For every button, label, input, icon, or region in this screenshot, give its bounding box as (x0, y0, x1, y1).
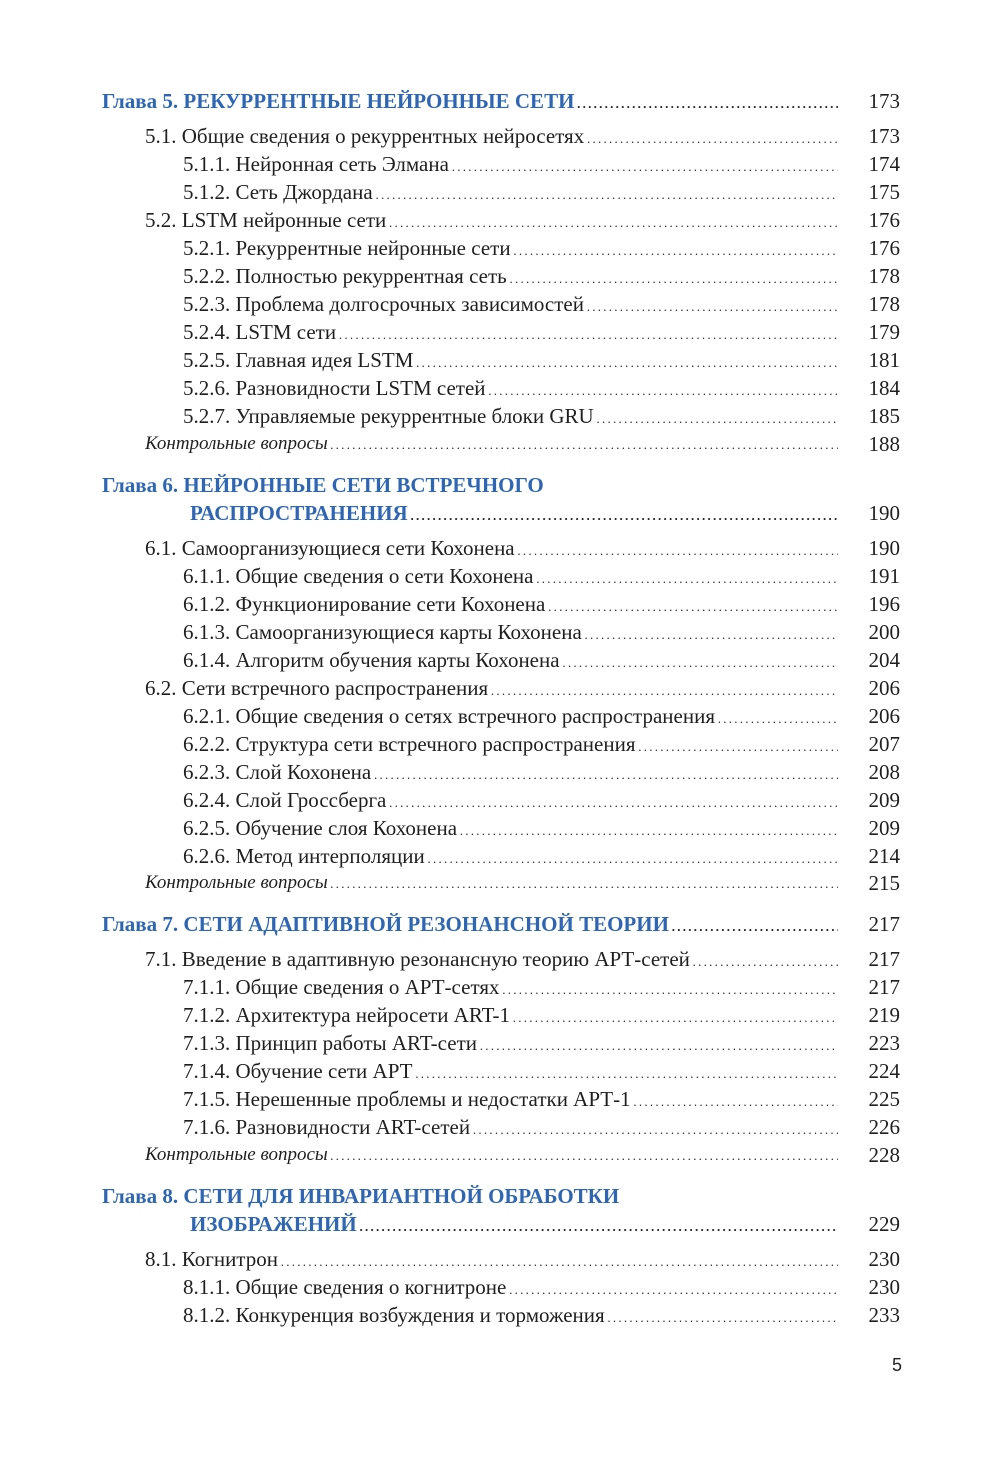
toc-entry-7-questions[interactable] (0, 1141, 1000, 1169)
toc-entry-label: 6.2.3. Слой Кохонена . . . (183, 758, 838, 786)
toc-entry-6-1-2[interactable] (0, 590, 1000, 618)
toc-entry-page: 225 (868, 1087, 900, 1111)
toc-entry-6-1[interactable] (0, 534, 1000, 562)
toc-entry-label: 6.1.2. Функционирование сети Кохонена . . . (183, 590, 838, 618)
toc-entry-page: 200 (868, 620, 900, 644)
toc-entry-page: 176 (868, 208, 900, 232)
toc-entry-6-2-6[interactable] (0, 842, 1000, 870)
toc-entry-label: 6.2.5. Обучение слоя Кохонена . . . (183, 814, 838, 842)
toc-entry-page: 196 (868, 592, 900, 616)
toc-entry-label: 6.1. Самоорганизующиеся сети Кохонена . . . (145, 534, 838, 562)
toc-entry-page: 233 (868, 1303, 900, 1327)
chapter-8-page: 229 (868, 1212, 900, 1236)
toc-entry-label: 5.2.4. LSTM сети . . . (183, 318, 838, 346)
toc-entry-6-2-5[interactable] (0, 814, 1000, 842)
toc-entry-page: 188 (868, 432, 900, 456)
chapter-6-title-line1: Глава 6. НЕЙРОННЫЕ СЕТИ ВСТРЕЧНОГО (102, 473, 544, 497)
page-number: 5 (891, 1355, 902, 1375)
toc-entry-6-2[interactable] (0, 674, 1000, 702)
toc-entry-7-1-4[interactable] (0, 1057, 1000, 1085)
toc-entry-8-1-2[interactable] (0, 1301, 1000, 1329)
toc-entry-label: Контрольные вопросы . . . (145, 869, 838, 897)
toc-chapter-7[interactable] (0, 910, 1000, 938)
toc-entry-page: 206 (868, 704, 900, 728)
toc-chapter-8[interactable] (0, 1210, 1000, 1238)
toc-entry-label: 6.1.3. Самоорганизующиеся карты Кохонена . . . (183, 618, 838, 646)
toc-entry-page: 181 (868, 348, 900, 372)
toc-entry-page: 176 (868, 236, 900, 260)
toc-entry-7-1-3[interactable] (0, 1029, 1000, 1057)
toc-entry-5-questions[interactable] (0, 430, 1000, 458)
toc-entry-6-1-4[interactable] (0, 646, 1000, 674)
chapter-5-page: 173 (868, 89, 900, 113)
chapter-7-page: 217 (868, 912, 900, 936)
toc-entry-label: Контрольные вопросы . . . (145, 1141, 838, 1169)
toc-entry-label: 5.2.5. Главная идея LSTM . . . (183, 346, 838, 374)
toc-entry-label: 6.2.2. Структура сети встречного распространения . . . (183, 730, 838, 758)
toc-entry-label: 7.1.1. Общие сведения о АРТ-сетях . . . (183, 973, 838, 1001)
toc-entry-label: 6.1.1. Общие сведения о сети Кохонена . . . (183, 562, 838, 590)
toc-entry-label: 5.2.7. Управляемые рекуррентные блоки GRU . . . (183, 402, 838, 430)
toc-entry-page: 230 (868, 1275, 900, 1299)
chapter-8-title-line2: ИЗОБРАЖЕНИЙ . . . (190, 1210, 838, 1238)
toc-entry-page: 179 (868, 320, 900, 344)
toc-entry-5-1-2[interactable] (0, 178, 1000, 206)
toc-entry-5-2-5[interactable] (0, 346, 1000, 374)
toc-chapter-5[interactable] (0, 87, 1000, 115)
toc-entry-page: 191 (868, 564, 900, 588)
toc-entry-page: 209 (868, 816, 900, 840)
toc-entry-5-2-7[interactable] (0, 402, 1000, 430)
chapter-6-page: 190 (868, 501, 900, 525)
toc-entry-label: 7.1.4. Обучение сети АРТ . . . (183, 1057, 838, 1085)
toc-entry-label: 8.1. Когнитрон . . . (145, 1245, 838, 1273)
toc-entry-page: 174 (868, 152, 900, 176)
toc-entry-page: 209 (868, 788, 900, 812)
toc-entry-label: 5.2.2. Полностью рекуррентная сеть . . . (183, 262, 838, 290)
toc-entry-page: 228 (868, 1143, 900, 1167)
toc-entry-label: 7.1.5. Нерешенные проблемы и недостатки АРТ-1 . . . (183, 1085, 838, 1113)
toc-entry-7-1-5[interactable] (0, 1085, 1000, 1113)
toc-entry-page: 204 (868, 648, 900, 672)
toc-entry-page: 217 (868, 975, 900, 999)
toc-entry-page: 226 (868, 1115, 900, 1139)
toc-entry-5-2-4[interactable] (0, 318, 1000, 346)
toc-entry-page: 224 (868, 1059, 900, 1083)
toc-entry-8-1[interactable] (0, 1245, 1000, 1273)
toc-entry-5-2[interactable] (0, 206, 1000, 234)
toc-chapter-6[interactable] (0, 499, 1000, 527)
toc-entry-page: 207 (868, 732, 900, 756)
toc-entry-7-1-1[interactable] (0, 973, 1000, 1001)
toc-entry-page: 230 (868, 1247, 900, 1271)
toc-entry-6-1-1[interactable] (0, 562, 1000, 590)
toc-entry-label: 5.2.3. Проблема долгосрочных зависимостей . . . (183, 290, 838, 318)
toc-entry-label: 5.1.2. Сеть Джордана . . . (183, 178, 838, 206)
toc-entry-label: 6.1.4. Алгоритм обучения карты Кохонена . . . (183, 646, 838, 674)
toc-entry-label: 6.2.4. Слой Гроссберга . . . (183, 786, 838, 814)
toc-entry-page: 219 (868, 1003, 900, 1027)
toc-entry-7-1[interactable] (0, 945, 1000, 973)
toc-entry-page: 185 (868, 404, 900, 428)
toc-entry-5-2-6[interactable] (0, 374, 1000, 402)
toc-chapter-6-line1[interactable] (0, 471, 1000, 499)
toc-chapter-8-line1[interactable] (0, 1182, 1000, 1210)
chapter-5-title: Глава 5. РЕКУРРЕНТНЫЕ НЕЙРОННЫЕ СЕТИ . . . (102, 87, 838, 115)
toc-entry-label: 7.1.3. Принцип работы ART-сети . . . (183, 1029, 838, 1057)
toc-entry-page: 178 (868, 292, 900, 316)
toc-entry-label: 5.2.6. Разновидности LSTM сетей . . . (183, 374, 838, 402)
toc-entry-label: 7.1.6. Разновидности ART-сетей . . . (183, 1113, 838, 1141)
chapter-8-title-line1: Глава 8. СЕТИ ДЛЯ ИНВАРИАНТНОЙ ОБРАБОТКИ (102, 1184, 620, 1208)
toc-entry-5-2-3[interactable] (0, 290, 1000, 318)
toc-entry-label: 6.2.1. Общие сведения о сетях встречного распространения . . . (183, 702, 838, 730)
toc-entry-6-2-3[interactable] (0, 758, 1000, 786)
toc-entry-page: 217 (868, 947, 900, 971)
toc-entry-5-2-1[interactable] (0, 234, 1000, 262)
toc-entry-8-1-1[interactable] (0, 1273, 1000, 1301)
chapter-6-title-line2: РАСПРОСТРАНЕНИЯ . . . (190, 499, 838, 527)
toc-entry-7-1-6[interactable] (0, 1113, 1000, 1141)
toc-entry-6-questions[interactable] (0, 869, 1000, 897)
toc-entry-page: 206 (868, 676, 900, 700)
toc-entry-page: 178 (868, 264, 900, 288)
toc-entry-6-2-4[interactable] (0, 786, 1000, 814)
chapter-7-title: Глава 7. СЕТИ АДАПТИВНОЙ РЕЗОНАНСНОЙ ТЕОРИИ . . . (102, 910, 838, 938)
toc-entry-5-1[interactable] (0, 122, 1000, 150)
toc-entry-label: 6.2. Сети встречного распространения . . . (145, 674, 838, 702)
toc-entry-6-2-1[interactable] (0, 702, 1000, 730)
toc-entry-label: 5.1.1. Нейронная сеть Элмана . . . (183, 150, 838, 178)
toc-entry-page: 175 (868, 180, 900, 204)
toc-entry-label: 7.1. Введение в адаптивную резонансную теорию АРТ-сетей . . . (145, 945, 838, 973)
toc-entry-page: 223 (868, 1031, 900, 1055)
toc-entry-page: 208 (868, 760, 900, 784)
toc-entry-page: 214 (868, 844, 900, 868)
toc-entry-label: 8.1.2. Конкуренция возбуждения и торможения . . . (183, 1301, 838, 1329)
toc-entry-label: Контрольные вопросы . . . (145, 430, 838, 458)
toc-entry-label: 5.1. Общие сведения о рекуррентных нейросетях . . . (145, 122, 838, 150)
toc-entry-page: 184 (868, 376, 900, 400)
toc-entry-label: 5.2.1. Рекуррентные нейронные сети . . . (183, 234, 838, 262)
toc-entry-page: 215 (868, 871, 900, 895)
toc-entry-6-1-3[interactable] (0, 618, 1000, 646)
toc-entry-7-1-2[interactable] (0, 1001, 1000, 1029)
toc-entry-5-2-2[interactable] (0, 262, 1000, 290)
toc-entry-page: 173 (868, 124, 900, 148)
toc-entry-5-1-1[interactable] (0, 150, 1000, 178)
toc-entry-label: 7.1.2. Архитектура нейросети ART-1 . . . (183, 1001, 838, 1029)
toc-entry-label: 5.2. LSTM нейронные сети . . . (145, 206, 838, 234)
toc-entry-page: 190 (868, 536, 900, 560)
toc-entry-label: 8.1.1. Общие сведения о когнитроне . . . (183, 1273, 838, 1301)
toc-entry-label: 6.2.6. Метод интерполяции . . . (183, 842, 838, 870)
toc-entry-6-2-2[interactable] (0, 730, 1000, 758)
